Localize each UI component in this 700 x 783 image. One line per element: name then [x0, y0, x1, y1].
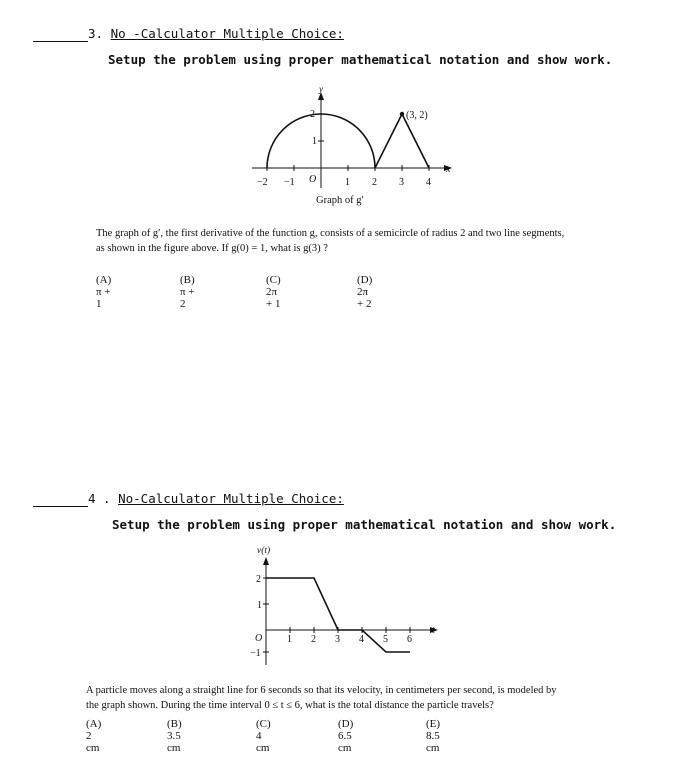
q4-origin: O — [255, 633, 263, 644]
q4-title: No-Calculator Multiple Choice: — [118, 491, 344, 506]
q4-y-tick-2: 2 — [256, 574, 261, 585]
q3-answer-blank[interactable] — [33, 26, 88, 42]
q3-line-segments — [375, 114, 429, 168]
q3-y-tick-1: 1 — [312, 136, 317, 147]
q4-x-tick: 5 — [383, 634, 388, 645]
q4-x-tick: 3 — [335, 634, 340, 645]
q4-x-tick: 4 — [359, 634, 364, 645]
q4-choice-d[interactable]: (D) 6.5 cm — [338, 718, 354, 754]
q3-origin: O — [309, 174, 317, 185]
q4-graph — [250, 541, 450, 671]
q4-choice-b[interactable]: (B) 3.5 cm — [167, 718, 182, 754]
q4-x-tick: 6 — [407, 634, 412, 645]
q3-header — [33, 26, 344, 42]
q4-y-tick-1: 1 — [257, 600, 262, 611]
q4-problem-text — [86, 683, 686, 713]
q3-x-tick: 1 — [345, 177, 350, 188]
q3-y-tick-2: 2 — [310, 109, 315, 120]
q3-x-tick: −1 — [284, 177, 295, 188]
q3-text-line2: as shown in the figure above. If g(0) = 1, what is g(3) ? — [96, 243, 328, 254]
q4-text-line2: the graph shown. During the time interval 0 ≤ t ≤ 6, what is the total distance the particle travels? — [86, 700, 494, 711]
q4-choice-c[interactable]: (C) 4 cm — [256, 718, 271, 754]
q4-choice-e[interactable]: (E) 8.5 cm — [426, 718, 441, 754]
q3-choice-b[interactable]: (B) π + 2 — [180, 274, 195, 310]
q4-choice-a[interactable]: (A) 2 cm — [86, 718, 102, 754]
q4-x-tick: 1 — [287, 634, 292, 645]
q3-x-tick: 2 — [372, 177, 377, 188]
q3-choice-d[interactable]: (D) 2π + 2 — [357, 274, 373, 310]
q3-title: No -Calculator Multiple Choice: — [110, 26, 344, 41]
q4-text-line1: A particle moves along a straight line for 6 seconds so that its velocity, in centimeters per second, is modeled by — [86, 685, 557, 696]
q3-number: 3. — [88, 26, 104, 41]
q3-point — [400, 112, 404, 116]
q4-instruction: Setup the problem using proper mathematical notation and show work. — [112, 517, 617, 532]
q3-choice-c[interactable]: (C) 2π + 1 — [266, 274, 281, 310]
q3-graph-caption: Graph of g′ — [316, 195, 364, 206]
q4-y-tick-neg1: −1 — [250, 648, 261, 659]
q3-x-label: x — [446, 164, 451, 175]
q3-x-tick: 4 — [426, 177, 431, 188]
q3-text-line1: The graph of g′, the first derivative of the function g, consists of a semicircle of radius 2 and two line segments, — [96, 228, 565, 239]
q3-x-tick: −2 — [257, 177, 268, 188]
q4-y-label: v(t) — [257, 546, 271, 556]
q4-header — [33, 491, 344, 507]
q4-answer-blank[interactable] — [33, 491, 88, 507]
q4-x-tick: 2 — [311, 634, 316, 645]
q3-point-label: (3, 2) — [406, 110, 428, 121]
q4-number: 4 . — [88, 491, 111, 506]
q3-y-label: y — [319, 84, 323, 94]
q3-choice-a[interactable]: (A) π + 1 — [96, 274, 112, 310]
q3-problem-text — [96, 226, 686, 256]
q4-x-label: t — [432, 625, 435, 636]
q3-x-tick: 3 — [399, 177, 404, 188]
q3-instruction: Setup the problem using proper mathematical notation and show work. — [108, 52, 613, 67]
q3-graph — [248, 84, 458, 209]
